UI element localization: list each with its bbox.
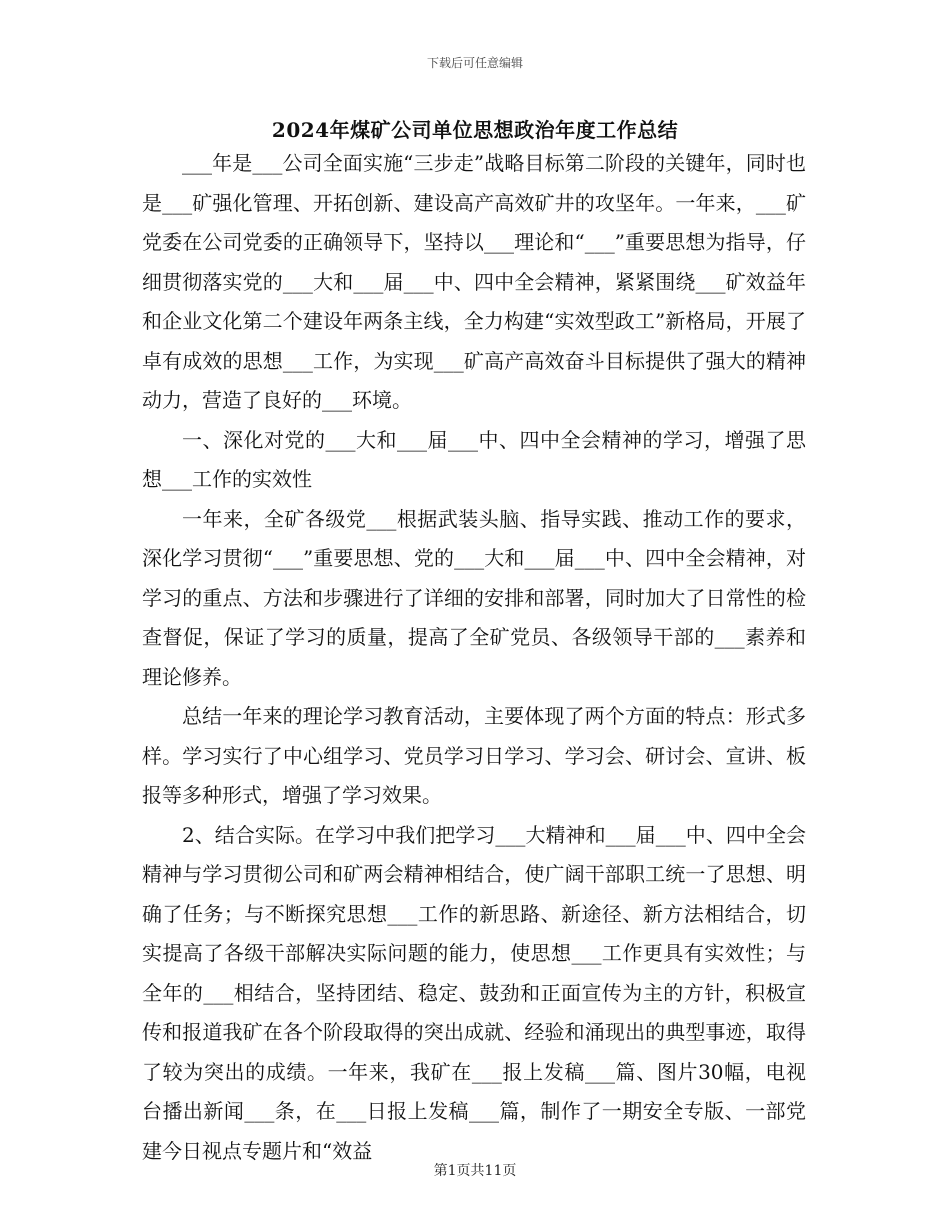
document-body <box>142 144 806 1171</box>
paragraph: 一年来，全矿各级党___根据武装头脑、指导实践、推动工作的要求，深化学习贯彻“___”重要思想、党的___大和___届___中、四中全会精神，对学习的重点、方法和步骤进行了详细的安排和部署，同时加大了日常性的检查督促，保证了学习的质量，提高了全矿党员、各级领导干部的___素养和理论修养。 <box>142 506 806 689</box>
paragraph: ___年是___公司全面实施“三步走”战略目标第二阶段的关键年，同时也是___矿强化管理、开拓创新、建设高产高效矿井的攻坚年。一年来，___矿党委在公司党委的正确领导下，坚持以___理论和“___”重要思想为指导，仔细贯彻落实党的___大和___届___中、四中全会精神，紧紧围绕___矿效益年和企业文化第二个建设年两条主线，全力构建“实效型政工”新格局，开展了卓有成效的思想___工作，为实现___矿高产高效奋斗目标提供了强大的精神动力，营造了良好的___环境。 <box>142 151 806 412</box>
document-title: 2024年煤矿公司单位思想政治年度工作总结 <box>271 118 679 142</box>
paragraph: 总结一年来的理论学习教育活动，主要体现了两个方面的特点：形式多样。学习实行了中心组学习、党员学习日学习、学习会、研讨会、宣讲、板报等多种形式，增强了学习效果。 <box>142 704 806 807</box>
page-footer: 第1页共11页 <box>433 1163 517 1179</box>
paragraph: 2、结合实际。在学习中我们把学习___大精神和___届___中、四中全会精神与学习贯彻公司和矿两会精神相结合，使广阔干部职工统一了思想、明确了任务；与不断探究思想___工作的新思路、新途径、新方法相结合，切实提高了各级干部解决实际问题的能力，使思想___工作更具有实效性；与全年的___相结合，坚持团结、稳定、鼓劲和正面宣传为主的方针，积极宣传和报道我矿在各个阶段取得的突出成就、经验和涌现出的典型事迹，取得了较为突出的成绩。一年来，我矿在___报上发稿___篇、图片30幅，电视台播出新闻___条，在___日报上发稿___篇，制作了一期安全专版、一部党建今日视点专题片和“效益 <box>142 822 806 1163</box>
page-header: 下载后可任意编辑 <box>426 56 523 70</box>
paragraph: 一、深化对党的___大和___届___中、四中全会精神的学习，增强了思想___工作的实效性 <box>142 427 806 491</box>
